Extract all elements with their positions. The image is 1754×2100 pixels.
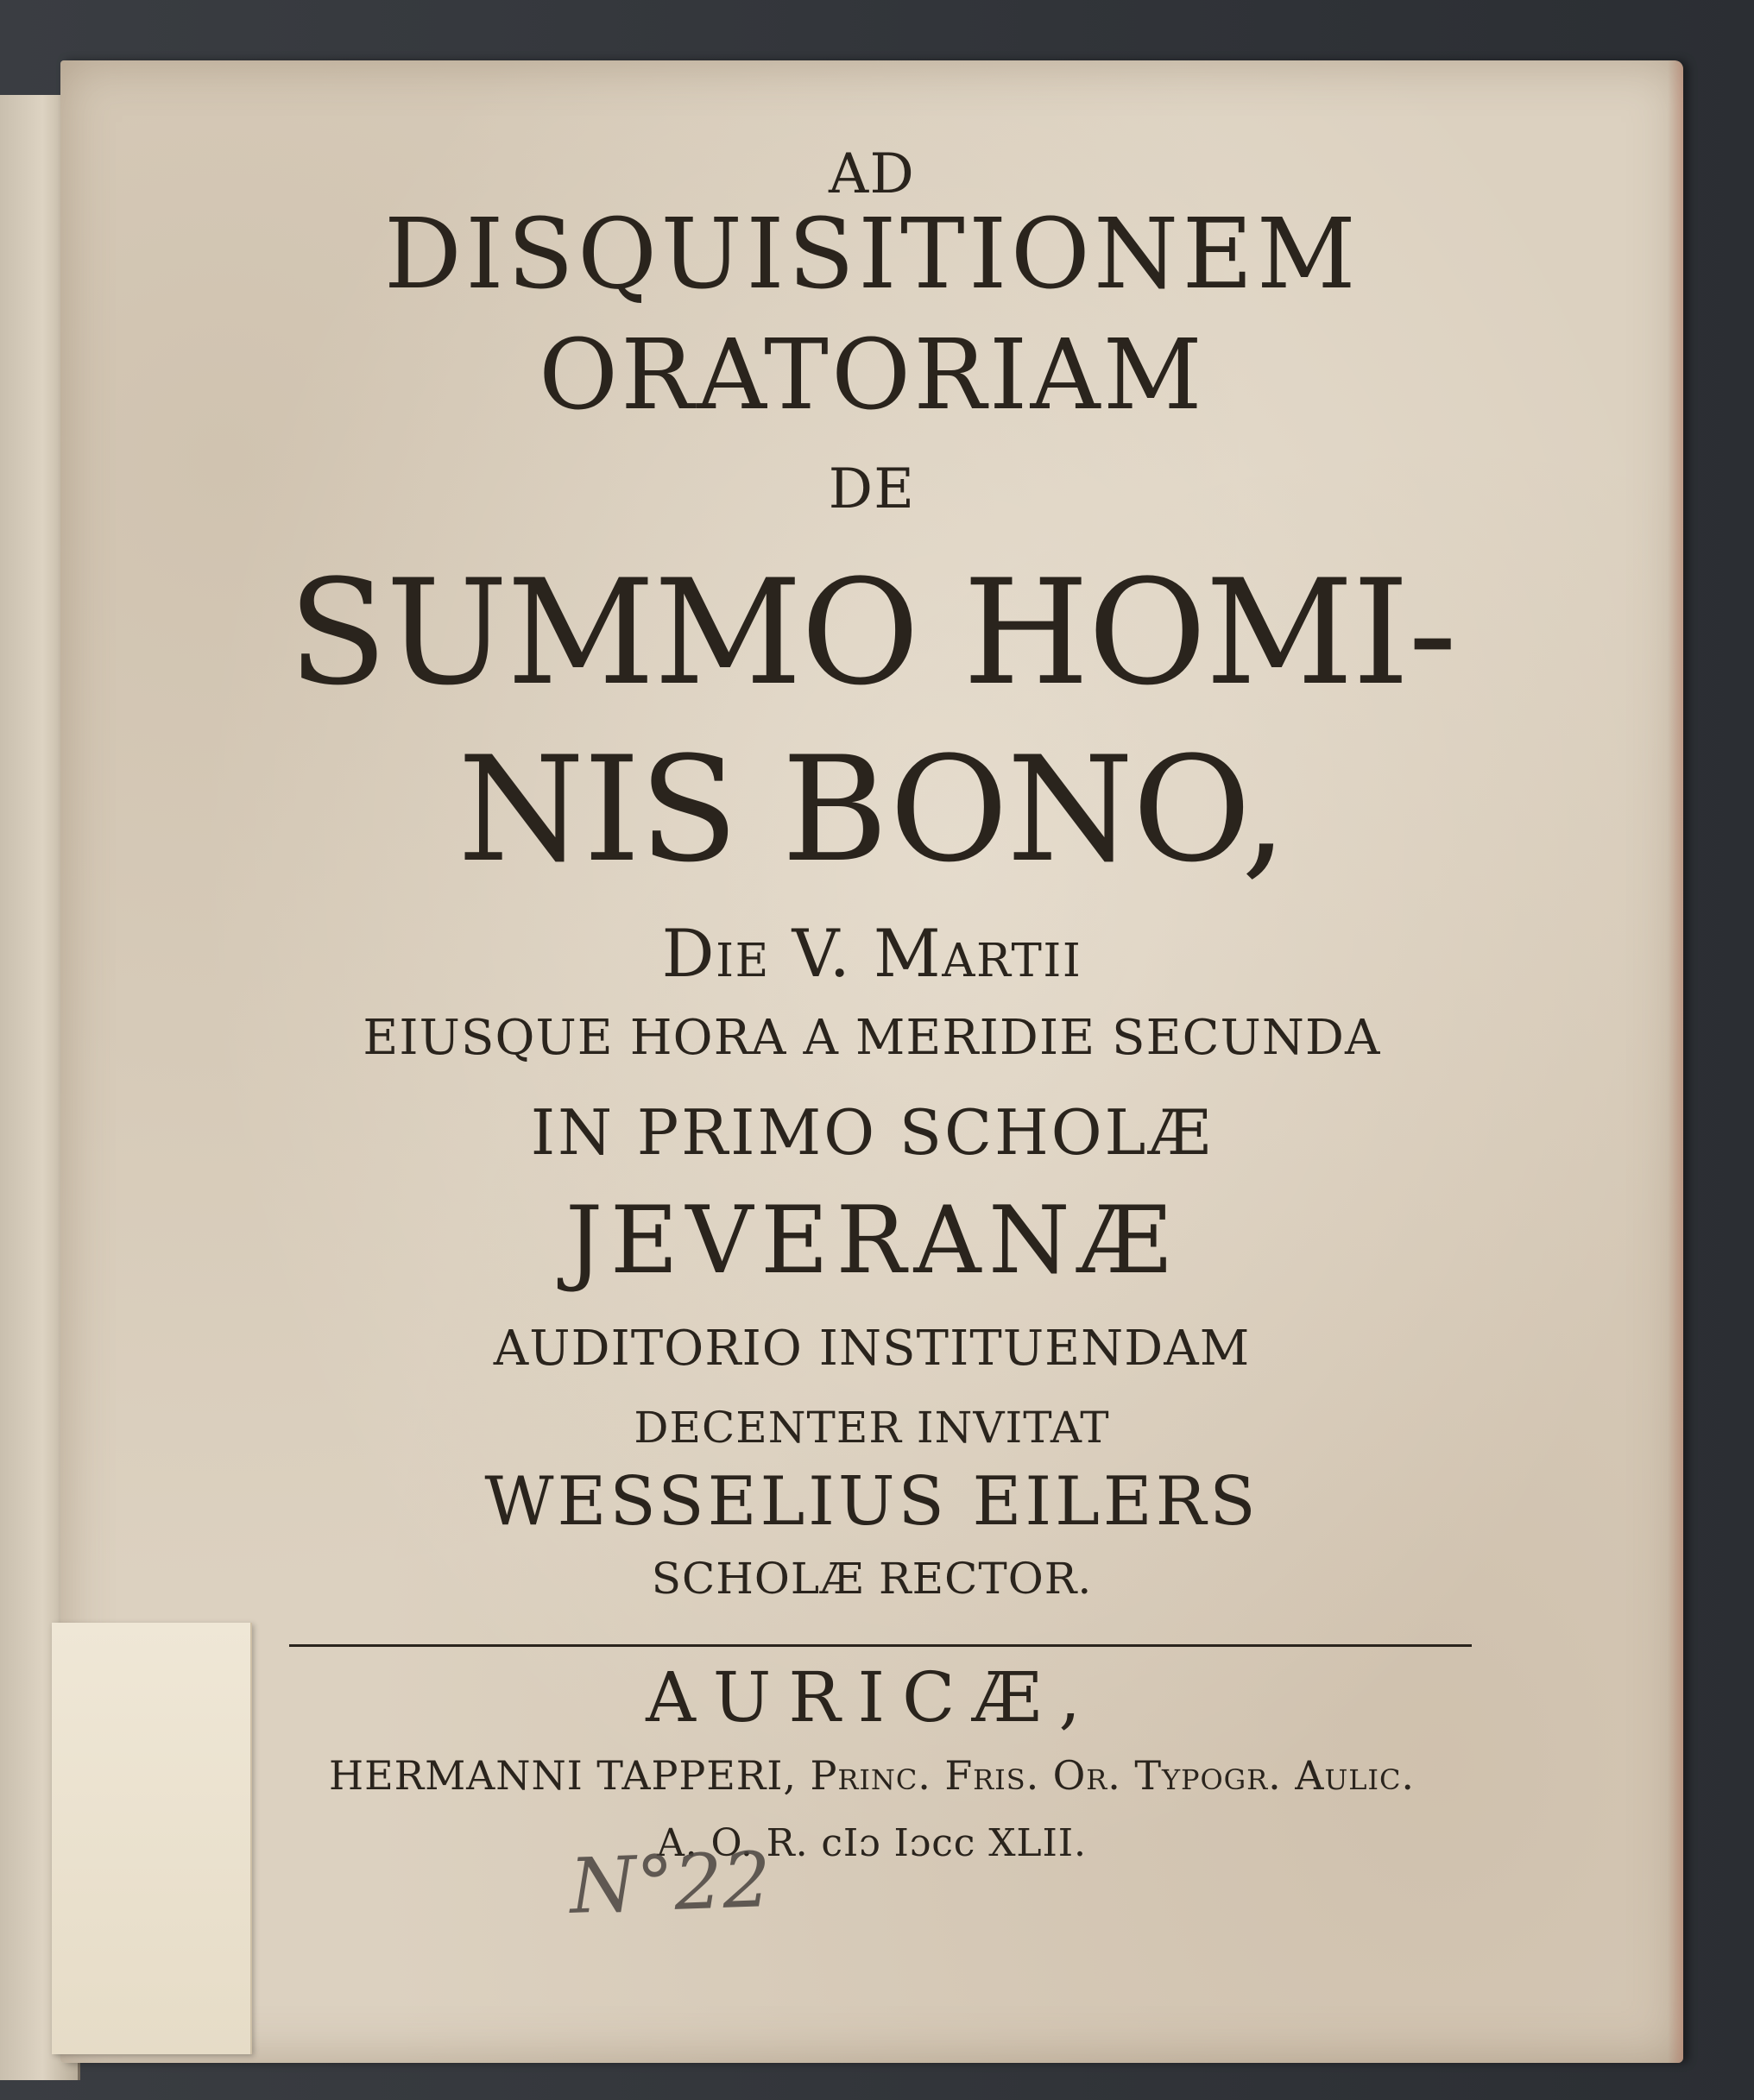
imprint-printer: HERMANNI TAPPERI, Princ. Fris. Or. Typogr. Aulic. (329, 1752, 1415, 1799)
school-name: JEVERANÆ (565, 1187, 1178, 1295)
imprint-place: AURICÆ, (646, 1657, 1098, 1737)
auditorio-line: AUDITORIO INSTITUENDAM (493, 1321, 1251, 1377)
title-line-de: DE (828, 457, 916, 521)
imprint-date: A. O. R. cIɔ Iɔcc XLII. (657, 1821, 1087, 1865)
date-line: Die V. Martii (661, 915, 1082, 992)
divider-rule (289, 1644, 1472, 1647)
author-title: SCHOLÆ RECTOR. (651, 1554, 1093, 1604)
time-line: EIUSQUE HORA A MERIDIE SECUNDA (363, 1010, 1381, 1066)
title-line-ad: AD (828, 142, 916, 206)
title-line-summo: SUMMO HOMI- (287, 548, 1456, 717)
author-name: WESSELIUS EILERS (484, 1463, 1259, 1541)
title-line-nis-bono: NIS BONO, (457, 725, 1286, 894)
handwritten-number: N°22 (568, 1834, 773, 1932)
title-line-oratoriam: ORATORIAM (539, 319, 1205, 432)
invitation-line: DECENTER INVITAT (634, 1403, 1110, 1453)
title-line-disquisitionem: DISQUISITIONEM (383, 199, 1360, 311)
place-line: IN PRIMO SCHOLÆ (530, 1096, 1214, 1169)
